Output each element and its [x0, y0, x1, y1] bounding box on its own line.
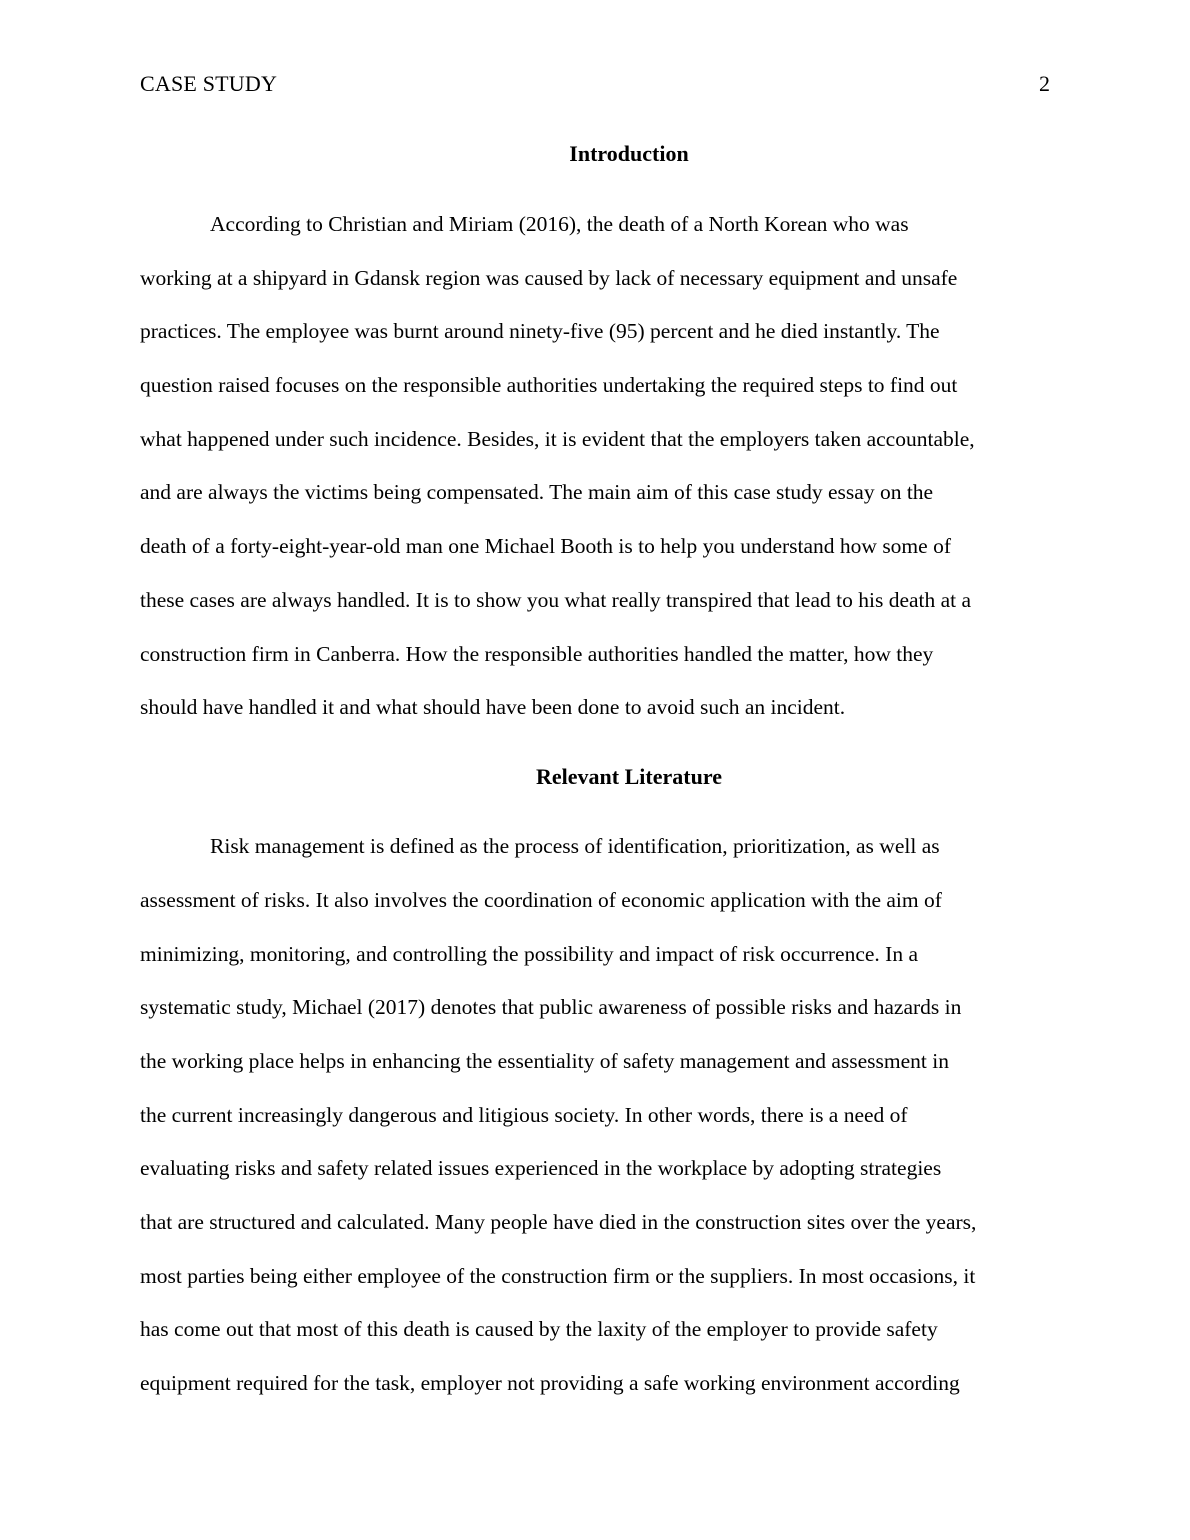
text-line: According to Christian and Miriam (2016), the death of a North Korean who was: [210, 212, 909, 236]
running-head: CASE STUDY: [140, 71, 278, 96]
text-line: death of a forty-eight-year-old man one Michael Booth is to help you understand how some of: [140, 534, 951, 559]
text-line: question raised focuses on the responsible authorities undertaking the required steps to find out: [140, 373, 958, 398]
text-line: assessment of risks. It also involves the coordination of economic application with the aim of: [140, 887, 942, 912]
text-line: the current increasingly dangerous and litigious society. In other words, there is a need of: [140, 1102, 908, 1127]
text-line: Risk management is defined as the process of identification, prioritization, as well as: [210, 834, 940, 859]
text-line: and are always the victims being compensated. The main aim of this case study essay on the: [140, 480, 934, 505]
text-line: practices. The employee was burnt around ninety-five (95) percent and he died instantly. The: [140, 319, 940, 344]
page-number: 2: [1039, 71, 1050, 96]
introduction-paragraph: [140, 209, 1050, 722]
text-line: construction firm in Canberra. How the responsible authorities handled the matter, how they: [140, 641, 934, 666]
text-line: these cases are always handled. It is to show you what really transpired that lead to his death at a: [140, 587, 972, 612]
text-line: minimizing, monitoring, and controlling the possibility and impact of risk occurrence. In a: [140, 941, 919, 966]
text-line: most parties being either employee of the construction firm or the suppliers. In most occasions, it: [140, 1263, 976, 1288]
text-line: has come out that most of this death is caused by the laxity of the employer to provide safety: [140, 1317, 938, 1342]
section-heading-introduction: Introduction: [569, 141, 689, 166]
text-line: should have handled it and what should have been done to avoid such an incident.: [140, 695, 846, 720]
text-line: equipment required for the task, employer not providing a safe working environment according: [140, 1371, 960, 1396]
text-line: that are structured and calculated. Many people have died in the construction sites over the years,: [140, 1210, 977, 1234]
literature-paragraph: [140, 831, 1050, 1398]
document-body: [140, 139, 1050, 1398]
text-line: evaluating risks and safety related issues experienced in the workplace by adopting strategies: [140, 1156, 942, 1181]
text-line: what happened under such incidence. Besides, it is evident that the employers taken accountable,: [140, 426, 975, 451]
section-heading-relevant-literature: Relevant Literature: [536, 764, 722, 790]
text-line: the working place helps in enhancing the essentiality of safety management and assessment in: [140, 1048, 950, 1073]
text-line: working at a shipyard in Gdansk region was caused by lack of necessary equipment and unsafe: [140, 265, 958, 290]
text-line: systematic study, Michael (2017) denotes that public awareness of possible risks and hazards in: [140, 995, 962, 1020]
